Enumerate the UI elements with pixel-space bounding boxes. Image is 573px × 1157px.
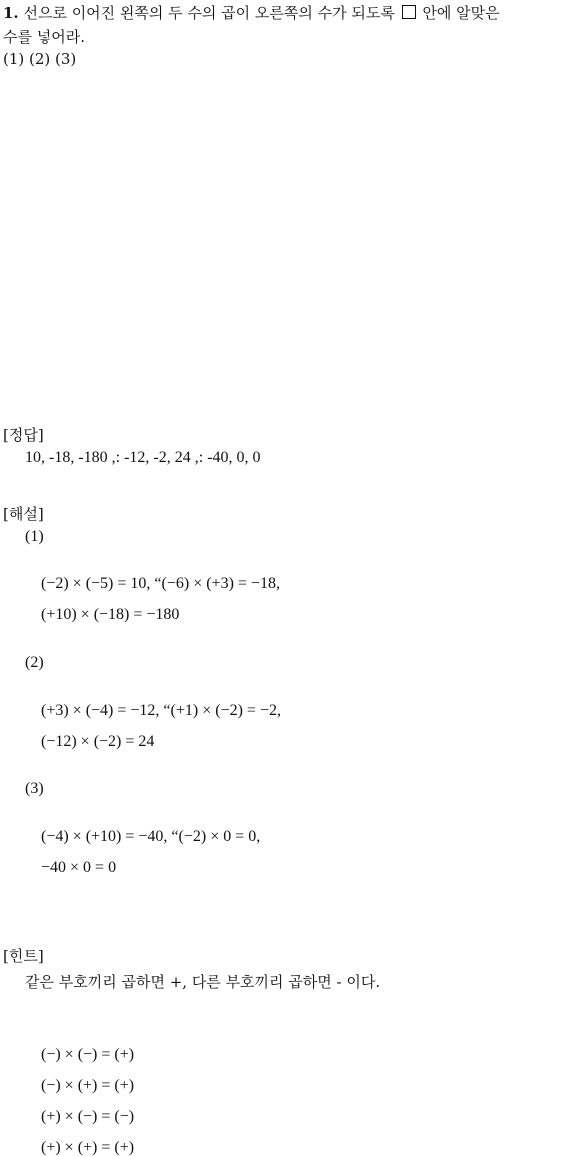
question-subparts: (1) (2) (3) — [3, 50, 77, 68]
explanation-equation: (+10) × (−18) = −180 — [41, 606, 180, 623]
explanation-equation: (−2) × (−5) = 10, “(−6) × (+3) = −18, — [41, 575, 280, 592]
hint-rule: (+) × (+) = (+) — [41, 1139, 135, 1156]
question-number: 1. — [3, 4, 19, 22]
explanation-part-label: (3) — [25, 780, 44, 797]
question-line-2: 수를 넣어라. — [3, 28, 85, 46]
hint-rule: (−) × (−) = (+) — [41, 1046, 135, 1063]
explanation-part-label: (1) — [25, 528, 44, 545]
explanation-equation: (+3) × (−4) = −12, “(+1) × (−2) = −2, — [41, 702, 281, 719]
answer-text: 10, -18, -180 ,: -12, -2, 24 ,: -40, 0, 0 — [25, 449, 261, 466]
question-line-1 — [3, 2, 500, 23]
explanation-equation: (−4) × (+10) = −40, “(−2) × 0 = 0, — [41, 828, 261, 845]
hint-text: 같은 부호끼리 곱하면 +, 다른 부호끼리 곱하면 - 이다. — [25, 973, 381, 991]
hint-heading: [힌트] — [3, 947, 44, 965]
explanation-heading: [해설] — [3, 505, 44, 523]
explanation-equation: (−12) × (−2) = 24 — [41, 733, 155, 750]
question-text-a: 선으로 이어진 왼쪽의 두 수의 곱이 오른쪽의 수가 되도록 — [23, 4, 395, 22]
explanation-equation: −40 × 0 = 0 — [41, 859, 117, 876]
hint-rule: (+) × (−) = (−) — [41, 1108, 135, 1125]
explanation-part-label: (2) — [25, 654, 44, 671]
hint-rule: (−) × (+) = (+) — [41, 1077, 135, 1094]
blank-box-icon — [402, 5, 416, 19]
question-text-b: 안에 알맞은 — [422, 4, 500, 22]
answer-heading: [정답] — [3, 426, 44, 444]
